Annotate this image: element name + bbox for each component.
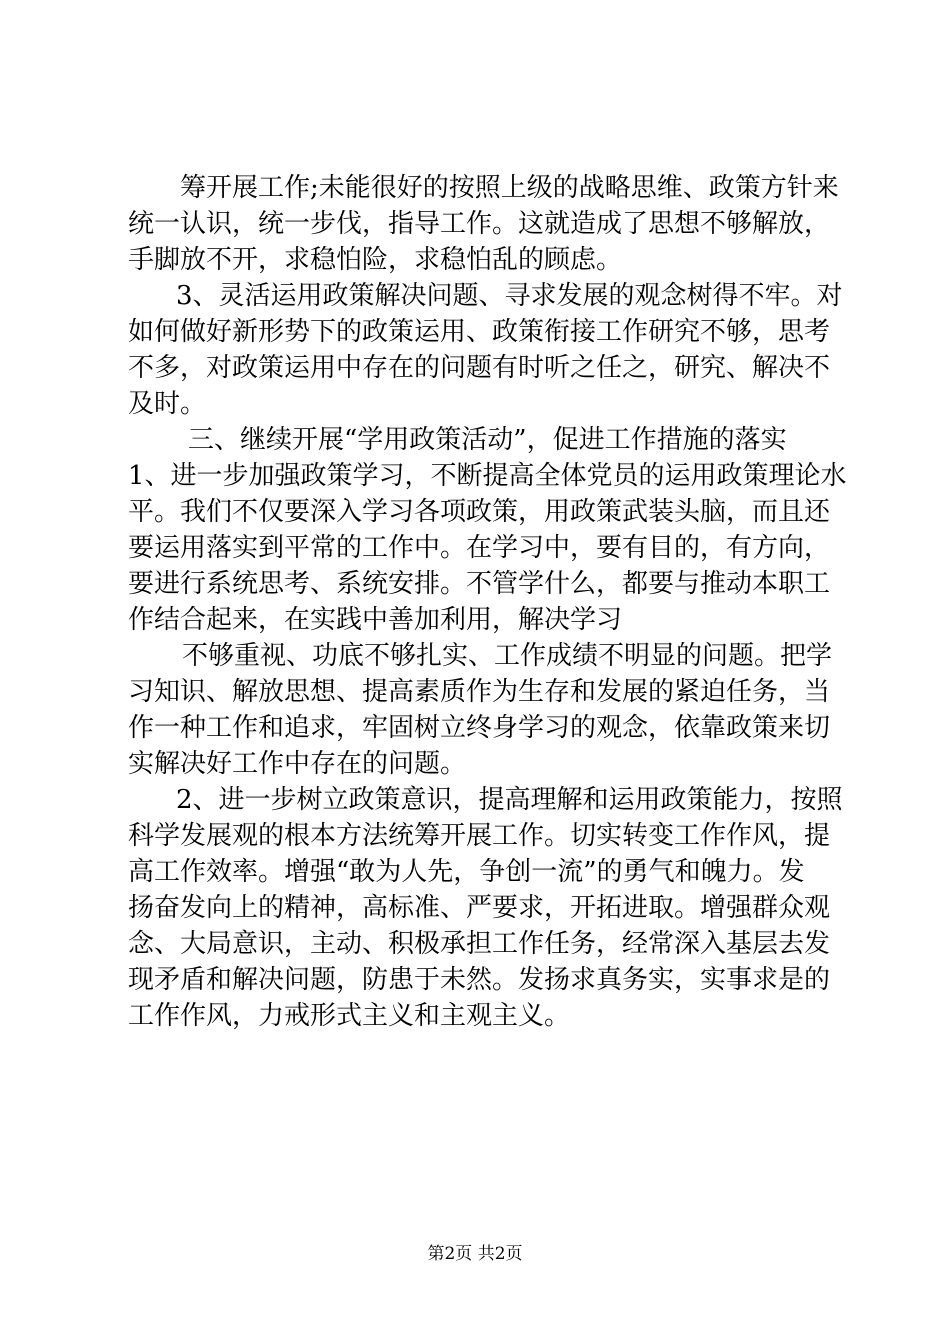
text-line: 如何做好新形势下的政策运用、政策衔接工作研究不够，思考 [128, 317, 831, 347]
text-line: 高工作效率。增强“敢为人先，争创一流”的勇气和魄力。发 [128, 857, 805, 887]
text-line: 1、进一步加强政策学习，不断提高全体党员的运用政策理论水 [128, 461, 847, 491]
text-line: 要进行系统思考、系统安排。不管学什么，都要与推动本职工 [128, 569, 831, 599]
text-line: 工作作风，力戒形式主义和主观主义。 [128, 1001, 571, 1031]
text-line: 作结合起来，在实践中善加利用，解决学习 [128, 605, 623, 635]
text-line: 统一认识，统一步伐，指导工作。这就造成了思想不够解放， [128, 209, 831, 239]
page-footer [0, 1243, 950, 1265]
text-line: 习知识、解放思想、提高素质作为生存和发展的紧迫任务，当 [128, 677, 831, 707]
text-line: 现矛盾和解决问题，防患于未然。发扬求真务实，实事求是的 [128, 965, 831, 995]
text-line: 手脚放不开，求稳怕险，求稳怕乱的顾虑。 [128, 245, 623, 275]
text-line: 2、进一步树立政策意识，提高理解和运用政策能力，按照 [176, 785, 843, 815]
page-number: 第2页 共2页 [427, 1244, 523, 1264]
text-line: 及时。 [128, 389, 207, 419]
text-line: 实解决好工作中存在的问题。 [128, 749, 467, 779]
text-line: 平。我们不仅要深入学习各项政策，用政策武装头脑，而且还 [128, 497, 831, 527]
text-line: 不多，对政策运用中存在的问题有时听之任之，研究、解决不 [128, 353, 831, 383]
text-line: 扬奋发向上的精神，高标准、严要求，开拓进取。增强群众观 [128, 893, 831, 923]
text-line: 筹开展工作;未能很好的按照上级的战略思维、政策方针来 [180, 173, 839, 203]
text-line: 3、灵活运用政策解决问题、寻求发展的观念树得不牢。对 [176, 281, 843, 311]
document-body [128, 170, 847, 1034]
text-line: 念、大局意识，主动、积极承担工作任务，经常深入基层去发 [128, 929, 831, 959]
text-line: 作一种工作和追求，牢固树立终身学习的观念，依靠政策来切 [128, 713, 831, 743]
text-line: 科学发展观的根本方法统筹开展工作。切实转变工作作风，提 [128, 821, 831, 851]
section-heading: 三、继续开展“学用政策活动”，促进工作措施的落实 [188, 425, 787, 455]
text-line: 不够重视、功底不够扎实、工作成绩不明显的问题。把学 [182, 641, 833, 671]
text-line: 要运用落实到平常的工作中。在学习中，要有目的，有方向， [128, 533, 831, 563]
